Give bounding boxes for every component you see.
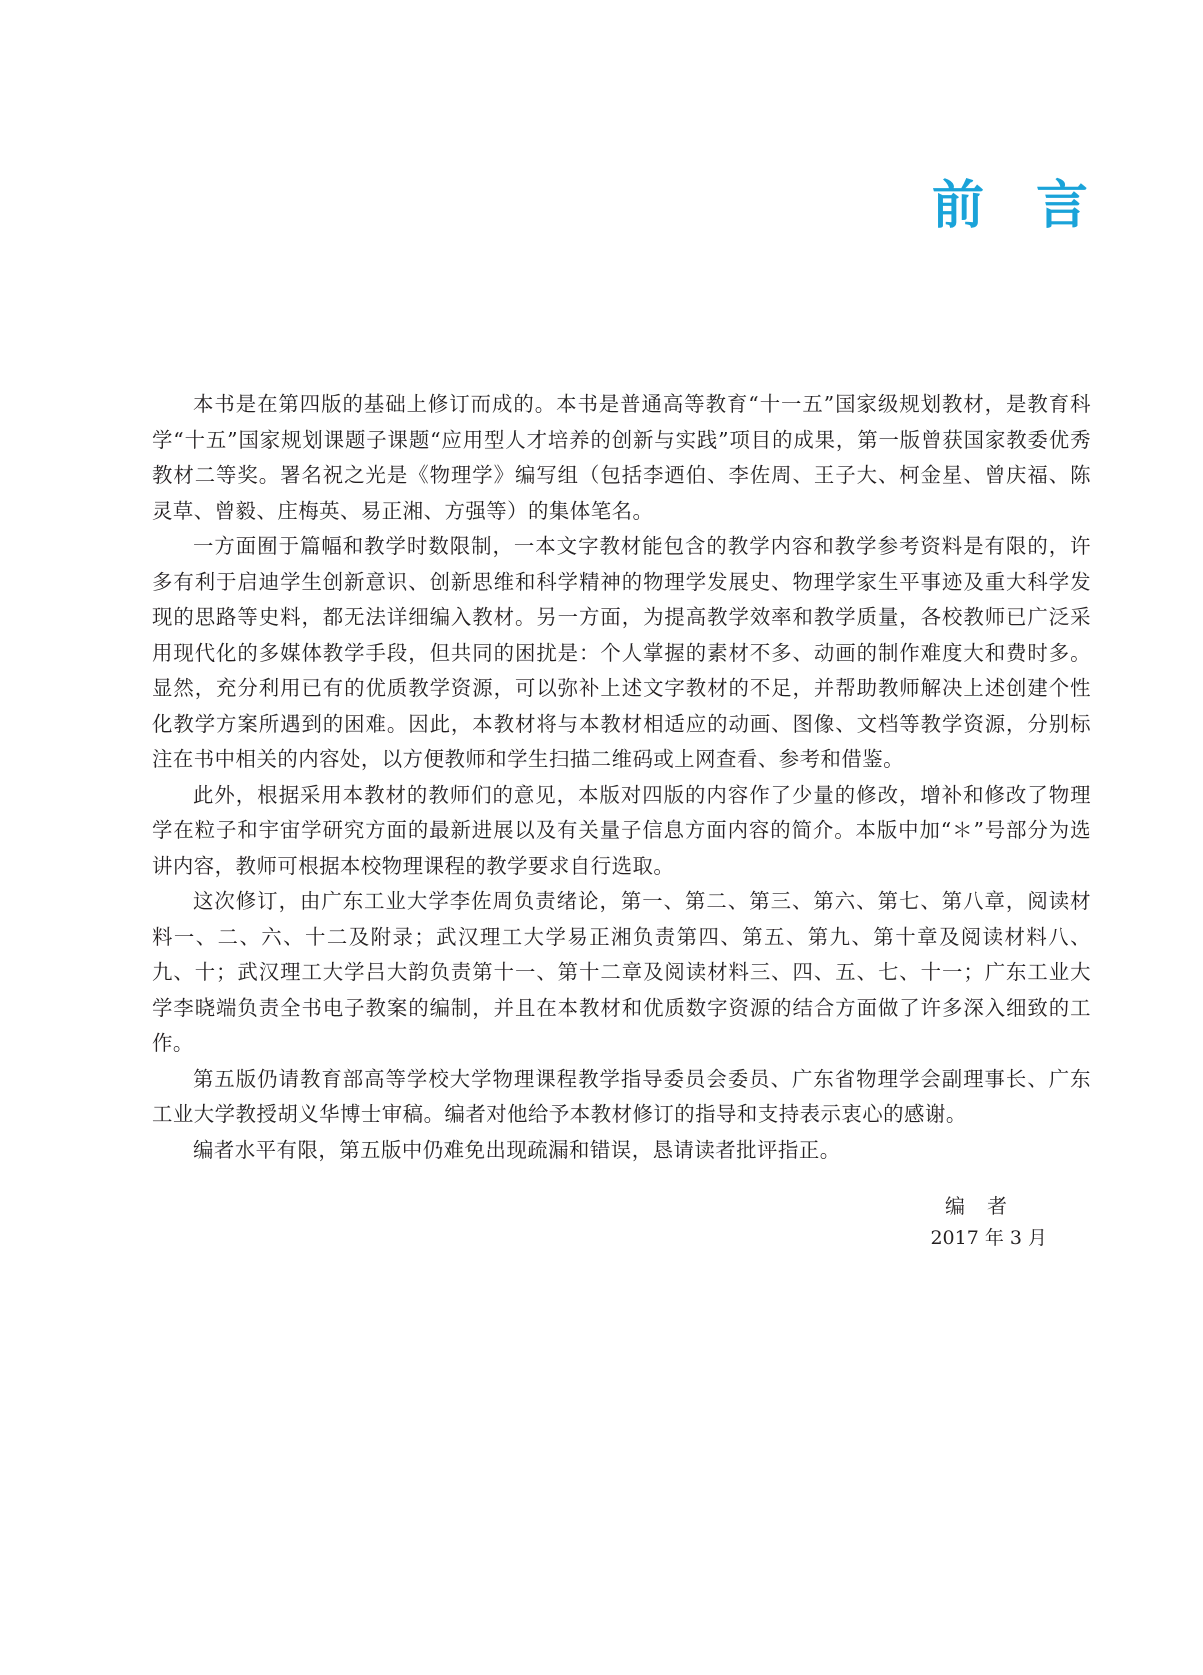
preface-paragraph-4: 这次修订，由广东工业大学李佐周负责绪论，第一、第二、第三、第六、第七、第八章，阅读材料一、二、六、十二及附录；武汉理工大学易正湘负责第四、第五、第九、第十章及阅读材料八、九、十；武汉理工大学吕大韵负责第十一、第十二章及阅读材料三、四、五、七、十一；广东工业大学李晓端负责全书电子教案的编制，并且在本教材和优质数字资源的结合方面做了许多深入细致的工作。 bbox=[152, 889, 1091, 1055]
preface-body bbox=[152, 387, 1091, 1168]
page-title bbox=[600, 176, 1088, 236]
preface-paragraph-1: 本书是在第四版的基础上修订而成的。本书是普通高等教育“十一五”国家级规划教材，是教育科学“十五”国家规划课题子课题“应用型人才培养的创新与实践”项目的成果，第一版曾获国家教委优秀教材二等奖。署名祝之光是《物理学》编写组（包括李迺伯、李佐周、王子大、柯金星、曾庆福、陈灵草、曾毅、庄梅英、易正湘、方强等）的集体笔名。 bbox=[152, 392, 1091, 523]
signature-date: 2017 年 3 月 bbox=[930, 1227, 1047, 1249]
preface-paragraph-3: 此外，根据采用本教材的教师们的意见，本版对四版的内容作了少量的修改，增补和修改了物理学在粒子和宇宙学研究方面的最新进展以及有关量子信息方面内容的简介。本版中加“＊”号部分为选讲内容，教师可根据本校物理课程的教学要求自行选取。 bbox=[152, 782, 1091, 878]
signature-author: 编者 bbox=[945, 1194, 1029, 1218]
preface-paragraph-6: 编者水平有限，第五版中仍难免出现疏漏和错误，恳请读者批评指正。 bbox=[193, 1137, 841, 1162]
signature-block bbox=[787, 1190, 1047, 1254]
page-title-char-2: 言 bbox=[1035, 175, 1088, 236]
preface-paragraph-2: 一方面囿于篇幅和教学时数限制，一本文字教材能包含的教学内容和教学参考资料是有限的，许多有利于启迪学生创新意识、创新思维和科学精神的物理学发展史、物理学家生平事迹及重大科学发现的思路等史料，都无法详细编入教材。另一方面，为提高教学效率和教学质量，各校教师已广泛采用现代化的多媒体教学手段，但共同的困扰是：个人掌握的素材不多、动画的制作难度大和费时多。显然，充分利用已有的优质教学资源，可以弥补上述文字教材的不足，并帮助教师解决上述创建个性化教学方案所遇到的困难。因此，本教材将与本教材相适应的动画、图像、文档等教学资源，分别标注在书中相关的内容处，以方便教师和学生扫描二维码或上网查看、参考和借鉴。 bbox=[152, 534, 1091, 771]
page-title-char-1: 前 bbox=[931, 175, 984, 236]
preface-paragraph-5: 第五版仍请教育部高等学校大学物理课程教学指导委员会委员、广东省物理学会副理事长、广东工业大学教授胡义华博士审稿。编者对他给予本教材修订的指导和支持表示衷心的感谢。 bbox=[152, 1066, 1091, 1126]
